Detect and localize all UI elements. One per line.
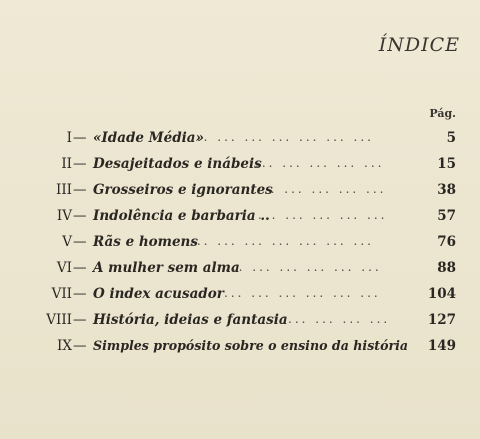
toc-entry [0,256,480,282]
chapter-title: História, ideias e fantasia [93,312,288,328]
chapter-dash: — [73,156,87,172]
toc-entry [0,230,480,256]
chapter-dash: — [73,260,87,276]
dot-leader: ... ... ... ... ... ... [225,260,382,274]
chapter-dash: — [73,312,87,328]
index-heading: ÍNDICE [378,34,460,56]
page-column-label: Pág. [429,107,456,120]
dot-leader: ... ... ... ... ... [258,208,388,222]
chapter-title: Simples propósito sobre o ensino da história [93,338,409,353]
chapter-dash: — [73,182,87,198]
toc-entry [0,334,480,360]
toc-entry [0,126,480,152]
toc-entry [0,308,480,334]
chapter-dash: — [73,234,87,250]
chapter-dash: — [73,338,87,354]
dot-leader: ... ... ... ... ... [255,156,385,170]
dot-leader: ... ... ... ... ... ... ... [190,130,374,144]
chapter-numeral: III [56,182,72,198]
chapter-numeral: VI [56,260,72,276]
chapter-numeral: II [61,156,72,172]
chapter-dash: — [73,208,87,224]
chapter-page-number: 57 [437,208,456,224]
chapter-title: Rãs e homens [93,234,198,250]
chapter-dash: — [73,286,87,302]
chapter-title: Indolência e barbaria .. [93,208,270,224]
chapter-title: A mulher sem alma [93,260,240,276]
chapter-numeral: IV [56,208,72,224]
chapter-numeral: I [66,130,72,146]
chapter-title: Grosseiros e ignorantes [93,182,273,198]
chapter-page-number: 5 [446,130,456,146]
dot-leader: ... ... ... ... ... ... [224,286,381,300]
chapter-title: Desajeitados e inábeis [93,156,262,172]
chapter-page-number: 15 [437,156,456,172]
toc-entry [0,204,480,230]
toc-entry [0,178,480,204]
chapter-page-number: 104 [427,286,456,302]
chapter-page-number: 38 [437,182,456,198]
toc-entry [0,152,480,178]
chapter-title: O index acusador [93,286,224,302]
dot-leader: ... ... ... ... ... [257,182,387,196]
chapter-numeral: VIII [46,312,72,328]
toc-entry [0,282,480,308]
chapter-page-number: 127 [427,312,456,328]
chapter-title: «Idade Média» [93,130,204,146]
chapter-numeral: V [62,234,72,250]
chapter-numeral: IX [57,338,72,354]
chapter-page-number: 88 [437,260,456,276]
chapter-numeral: VII [51,286,72,302]
chapter-dash: — [73,130,87,146]
chapter-page-number: 76 [437,234,456,250]
dot-leader: ... ... ... ... ... ... ... [190,234,374,248]
chapter-page-number: 149 [427,338,456,354]
dot-leader: ... ... ... ... [288,312,391,326]
